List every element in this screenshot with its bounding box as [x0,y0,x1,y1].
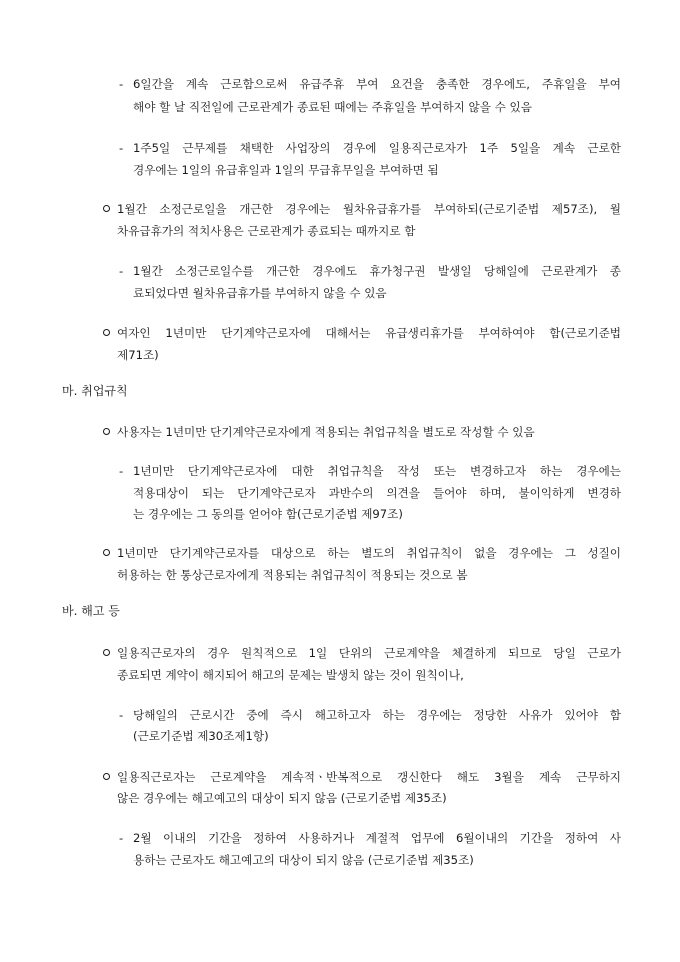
dash-bullet: - [119,141,124,155]
paragraph-line: 1월간 소정근로일수를 개근한 경우에도 휴가청구권 발생일 당해일에 근로관계가 종 [133,264,621,278]
paragraph-line: 2월 이내의 기간을 정하여 사용하거나 계절적 업무에 6월이내의 기간을 정하여 사 [133,831,621,845]
circle-bullet [103,773,110,780]
paragraph-line: 종료되면 계약이 해지되어 해고의 문제는 발생치 않는 것이 원칙이나, [117,668,464,682]
dash-bullet: - [119,464,124,478]
paragraph-line: 해야 할 날 직전일에 근로관계가 종료된 때에는 주휴일을 부여하지 않을 수 있음 [133,100,532,114]
circle-bullet [103,205,110,212]
paragraph-line: 당해일의 근로시간 중에 즉시 해고하고자 하는 경우에는 정당한 사유가 있어야 함 [133,708,621,722]
paragraph-line: 료되었다면 월차유급휴가를 부여하지 않을 수 있음 [133,286,387,300]
dash-bullet: - [119,264,124,278]
paragraph-line: 경우에는 1일의 유급휴일과 1일의 무급휴무일을 부여하면 됨 [133,163,439,177]
circle-bullet [103,549,110,556]
paragraph-line: 1년미만 단기계약근로자에 대한 취업규칙을 작성 또는 변경하고자 하는 경우에는 [133,464,621,478]
paragraph-line: 6일간을 계속 근로함으로써 유급주휴 부여 요건을 충족한 경우에도, 주휴일을 부여 [133,77,621,91]
paragraph-line: 1주5일 근무제를 채택한 사업장의 경우에 일용직근로자가 1주 5일을 계속 근로한 [133,141,621,155]
section-heading: 마. 취업규칙 [62,384,128,398]
section-heading: 바. 해고 등 [62,604,120,618]
paragraph-line: 차유급휴가의 적치사용은 근로관계가 종료되는 때까지로 함 [117,224,416,238]
paragraph-line: 제71조) [117,348,159,362]
paragraph-line: (근로기준법 제30조제1항) [133,729,269,743]
circle-bullet [103,329,110,336]
paragraph-line: 1년미만 단기계약근로자를 대상으로 하는 별도의 취업규칙이 없을 경우에는 그 성질이 [117,546,621,560]
circle-bullet [103,649,110,656]
paragraph-line: 일용직근로자의 경우 원칙적으로 1일 단위의 근로계약을 체결하게 되므로 당일 근로가 [117,646,621,660]
paragraph-line: 는 경우에는 그 동의를 얻어야 함(근로기준법 제97조) [133,507,403,521]
paragraph-line: 적용대상이 되는 단기계약근로자 과반수의 의견을 들어야 하며, 불이익하게 변경하 [133,486,621,500]
paragraph-line: 일용직근로자는 근로계약을 계속적ㆍ반복적으로 갱신한다 해도 3월을 계속 근무하지 [117,770,621,784]
circle-bullet [103,428,110,435]
paragraph-line: 용하는 근로자도 해고예고의 대상이 되지 않음 (근로기준법 제35조) [133,853,474,867]
paragraph-line: 허용하는 한 통상근로자에게 적용되는 취업규칙이 적용되는 것으로 봄 [117,568,468,582]
paragraph-line: 사용자는 1년미만 단기계약근로자에게 적용되는 취업규칙을 별도로 작성할 수 있음 [117,425,535,439]
paragraph-line: 않은 경우에는 해고예고의 대상이 되지 않음 (근로기준법 제35조) [117,791,447,805]
dash-bullet: - [119,708,124,722]
paragraph-line: 1월간 소정근로일을 개근한 경우에는 월차유급휴가를 부여하되(근로기준법 제57조), 월 [117,202,621,216]
dash-bullet: - [119,831,124,845]
paragraph-line: 여자인 1년미만 단기계약근로자에 대해서는 유급생리휴가를 부여하여야 함(근로기준법 [117,326,621,340]
dash-bullet: - [119,77,124,91]
